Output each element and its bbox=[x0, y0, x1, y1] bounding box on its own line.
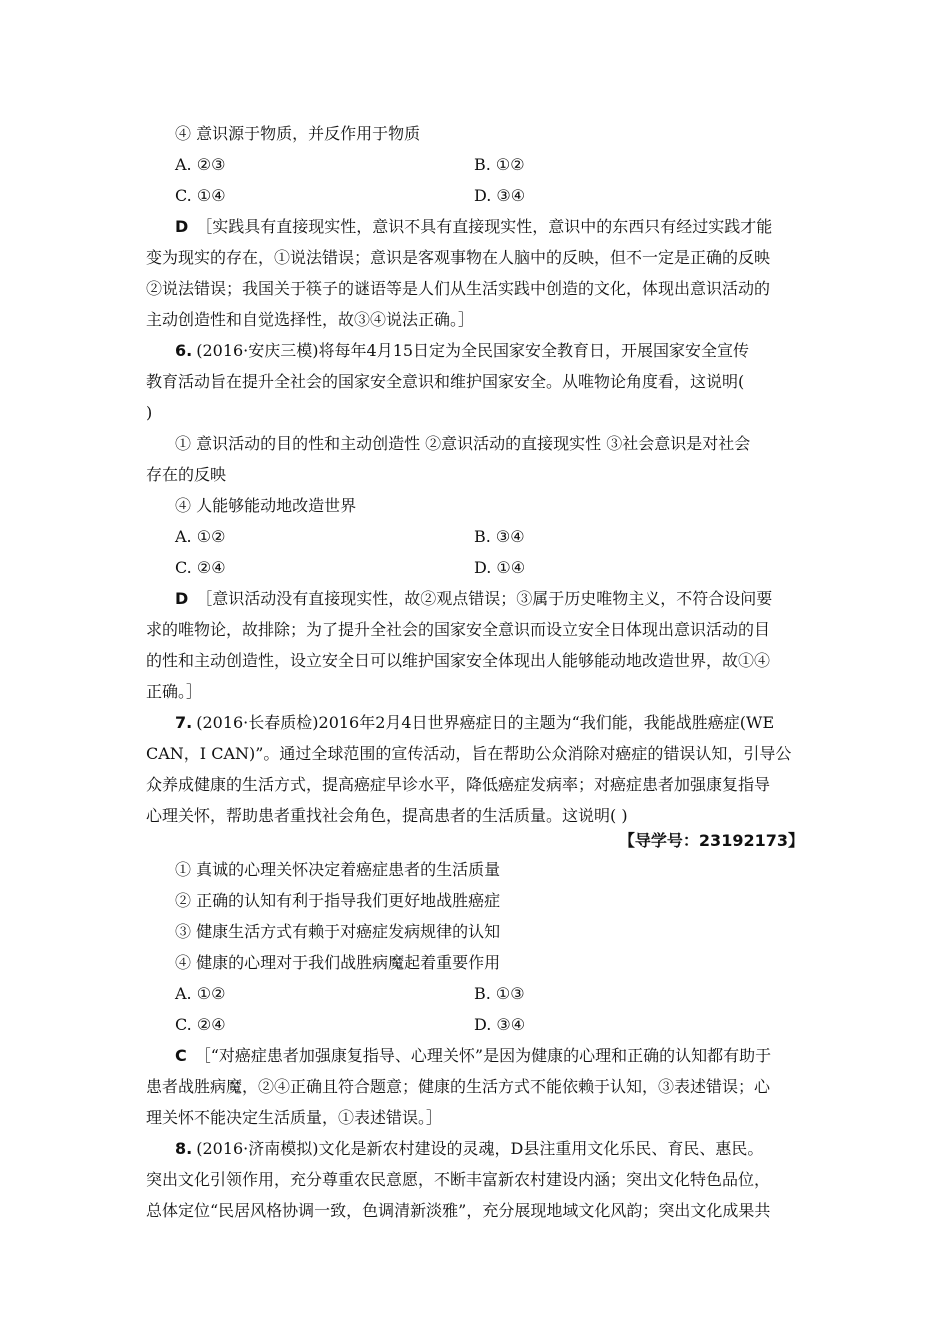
q5-option-4: ④ 意识源于物质，并反作用于物质 bbox=[175, 124, 421, 143]
q5-answer-line bbox=[175, 217, 772, 237]
q7-choice-d: D. ③④ bbox=[474, 1015, 526, 1034]
q8-stem-3: 总体定位“民居风格协调一致，色调清新淡雅”，充分展现地域文化风韵；突出文化成果共 bbox=[146, 1201, 771, 1220]
q7-guide-number: 【导学号：23192173】 bbox=[618, 831, 804, 850]
q7-explain-1: ［“对癌症患者加强康复指导、心理关怀”是因为健康的心理和正确的认知都有助于 bbox=[194, 1046, 772, 1065]
q7-choice-c: C. ②④ bbox=[175, 1015, 226, 1034]
q7-stem-2: CAN，I CAN)”。通过全球范围的宣传活动，旨在帮助公众消除对癌症的错误认知，引导公 bbox=[146, 744, 792, 763]
q7-number: 7. bbox=[175, 713, 193, 732]
q5-explain-4: 主动创造性和自觉选择性，故③④说法正确。］ bbox=[146, 310, 475, 329]
q5-choice-d: D. ③④ bbox=[474, 186, 526, 205]
q6-options-1: ① 意识活动的目的性和主动创造性 ②意识活动的直接现实性 ③社会意识是对社会 bbox=[175, 434, 751, 453]
q7-answer-line bbox=[175, 1046, 771, 1066]
q6-choice-b: B. ③④ bbox=[474, 527, 525, 546]
q6-explain-1: ［意识活动没有直接现实性，故②观点错误；③属于历史唯物主义，不符合设问要 bbox=[196, 589, 773, 608]
q6-options-2: 存在的反映 bbox=[146, 465, 227, 484]
q7-stem-1-line bbox=[175, 713, 774, 733]
q7-explain-2: 患者战胜病魔，②④正确且符合题意；健康的生活方式不能依赖于认知，③表述错误；心 bbox=[146, 1077, 771, 1096]
q8-stem-2: 突出文化引领作用，充分尊重农民意愿，不断丰富新农村建设内涵；突出文化特色品位， bbox=[146, 1170, 771, 1189]
q7-option-1: ① 真诚的心理关怀决定着癌症患者的生活质量 bbox=[175, 860, 501, 879]
q7-option-4: ④ 健康的心理对于我们战胜病魔起着重要作用 bbox=[175, 953, 501, 972]
q5-choice-b: B. ①② bbox=[474, 155, 525, 174]
q7-stem-4: 心理关怀，帮助患者重找社会角色，提高患者的生活质量。这说明( ) bbox=[146, 806, 628, 825]
q6-answer-line bbox=[175, 589, 772, 609]
q7-answer-letter: C bbox=[175, 1046, 187, 1065]
q5-answer-letter: D bbox=[175, 217, 189, 236]
q6-stem-2: 教育活动旨在提升全社会的国家安全意识和维护国家安全。从唯物论角度看，这说明( bbox=[146, 372, 745, 391]
q6-answer-letter: D bbox=[175, 589, 189, 608]
q8-stem-1: (2016·济南模拟)文化是新农村建设的灵魂，D县注重用文化乐民、育民、惠民。 bbox=[196, 1139, 764, 1158]
q6-stem-1-line bbox=[175, 341, 749, 361]
q7-explain-3: 理关怀不能决定生活质量，①表述错误。］ bbox=[146, 1108, 443, 1127]
q8-number: 8. bbox=[175, 1139, 193, 1158]
q5-choice-a: A. ②③ bbox=[175, 155, 226, 174]
q6-choice-a: A. ①② bbox=[175, 527, 226, 546]
q6-choice-c: C. ②④ bbox=[175, 558, 226, 577]
q5-explain-3: ②说法错误；我国关于筷子的谜语等是人们从生活实践中创造的文化，体现出意识活动的 bbox=[146, 279, 771, 298]
q6-choice-d: D. ①④ bbox=[474, 558, 526, 577]
q6-stem-1: (2016·安庆三模)将每年4月15日定为全民国家安全教育日，开展国家安全宣传 bbox=[196, 341, 750, 360]
q6-stem-3: ) bbox=[146, 403, 153, 422]
q5-choice-c: C. ①④ bbox=[175, 186, 226, 205]
q7-option-3: ③ 健康生活方式有赖于对癌症发病规律的认知 bbox=[175, 922, 501, 941]
q6-explain-3: 的性和主动创造性，设立安全日可以维护国家安全体现出人能够能动地改造世界，故①④ bbox=[146, 651, 771, 670]
q7-stem-3: 众养成健康的生活方式，提高癌症早诊水平，降低癌症发病率；对癌症患者加强康复指导 bbox=[146, 775, 771, 794]
q6-explain-4: 正确。］ bbox=[146, 682, 203, 701]
q5-explain-2: 变为现实的存在，①说法错误；意识是客观事物在人脑中的反映，但不一定是正确的反映 bbox=[146, 248, 771, 267]
q6-number: 6. bbox=[175, 341, 193, 360]
q7-choice-b: B. ①③ bbox=[474, 984, 525, 1003]
q5-explain-1: ［实践具有直接现实性，意识不具有直接现实性，意识中的东西只有经过实践才能 bbox=[196, 217, 773, 236]
q6-explain-2: 求的唯物论，故排除；为了提升全社会的国家安全意识而设立安全日体现出意识活动的目 bbox=[146, 620, 771, 639]
q7-choice-a: A. ①② bbox=[175, 984, 226, 1003]
q6-option-4: ④ 人能够能动地改造世界 bbox=[175, 496, 357, 515]
q8-stem-1-line bbox=[175, 1139, 763, 1159]
q7-option-2: ② 正确的认知有利于指导我们更好地战胜癌症 bbox=[175, 891, 501, 910]
q7-stem-1: (2016·长春质检)2016年2月4日世界癌症日的主题为“我们能，我能战胜癌症(WE bbox=[196, 713, 775, 732]
